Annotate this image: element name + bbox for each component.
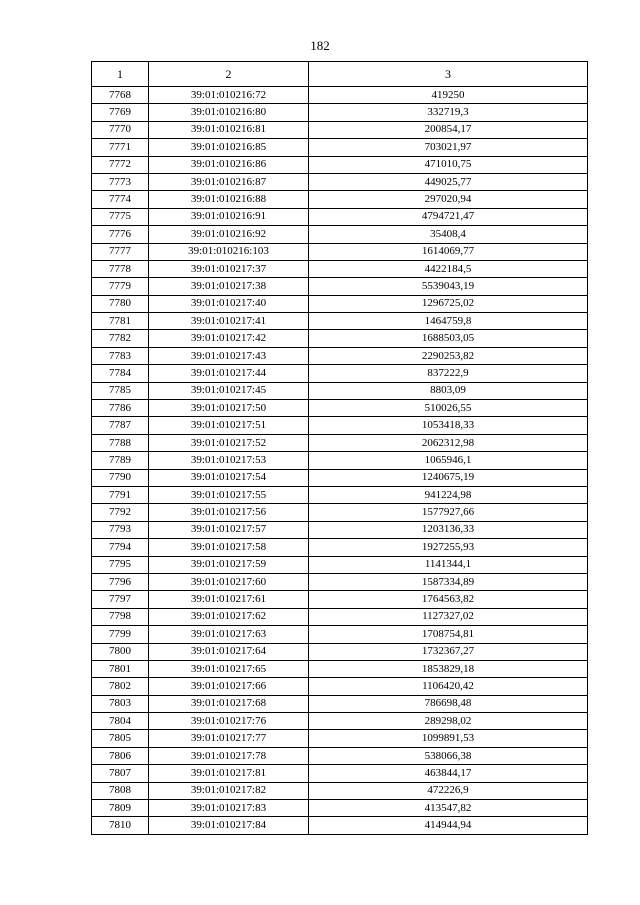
cadastral-value-cell: 1927255,93 <box>309 539 588 556</box>
row-number-cell: 7778 <box>92 260 149 277</box>
cadastral-value-cell: 35408,4 <box>309 226 588 243</box>
cadastral-value-cell: 1053418,33 <box>309 417 588 434</box>
cadastral-value-cell: 472226,9 <box>309 782 588 799</box>
cadastral-number-cell: 39:01:010217:51 <box>149 417 309 434</box>
row-number-cell: 7777 <box>92 243 149 260</box>
table-row <box>92 521 588 538</box>
table-row <box>92 452 588 469</box>
row-number-cell: 7780 <box>92 295 149 312</box>
cadastral-value-cell: 510026,55 <box>309 400 588 417</box>
cadastral-number-cell: 39:01:010216:85 <box>149 139 309 156</box>
table-row <box>92 573 588 590</box>
row-number-cell: 7786 <box>92 400 149 417</box>
table-row <box>92 730 588 747</box>
row-number-cell: 7770 <box>92 121 149 138</box>
table-row <box>92 139 588 156</box>
row-number-cell: 7779 <box>92 278 149 295</box>
table-row <box>92 678 588 695</box>
table-row <box>92 556 588 573</box>
cadastral-value-cell: 4794721,47 <box>309 208 588 225</box>
cadastral-value-cell: 2290253,82 <box>309 347 588 364</box>
cadastral-value-cell: 289298,02 <box>309 713 588 730</box>
table-row <box>92 173 588 190</box>
table-row <box>92 87 588 104</box>
row-number-cell: 7787 <box>92 417 149 434</box>
table-row <box>92 713 588 730</box>
table-row <box>92 660 588 677</box>
cadastral-number-cell: 39:01:010217:53 <box>149 452 309 469</box>
row-number-cell: 7783 <box>92 347 149 364</box>
table-row <box>92 417 588 434</box>
table-row <box>92 608 588 625</box>
row-number-cell: 7772 <box>92 156 149 173</box>
cadastral-number-cell: 39:01:010217:54 <box>149 469 309 486</box>
row-number-cell: 7805 <box>92 730 149 747</box>
row-number-cell: 7785 <box>92 382 149 399</box>
row-number-cell: 7792 <box>92 504 149 521</box>
header-row <box>92 62 588 87</box>
header-col-1: 1 <box>92 62 149 87</box>
row-number-cell: 7791 <box>92 486 149 503</box>
table-body <box>92 87 588 835</box>
table-row <box>92 313 588 330</box>
cadastral-number-cell: 39:01:010217:52 <box>149 434 309 451</box>
cadastral-number-cell: 39:01:010217:61 <box>149 591 309 608</box>
row-number-cell: 7799 <box>92 626 149 643</box>
cadastral-number-cell: 39:01:010217:37 <box>149 260 309 277</box>
cadastral-number-cell: 39:01:010217:43 <box>149 347 309 364</box>
table-row <box>92 469 588 486</box>
table-row <box>92 626 588 643</box>
cadastral-number-cell: 39:01:010216:91 <box>149 208 309 225</box>
cadastral-value-table <box>91 61 588 835</box>
page-number: 182 <box>310 38 330 53</box>
cadastral-value-cell: 538066,38 <box>309 747 588 764</box>
row-number-cell: 7768 <box>92 87 149 104</box>
cadastral-value-cell: 1099891,53 <box>309 730 588 747</box>
cadastral-number-cell: 39:01:010217:81 <box>149 765 309 782</box>
cadastral-number-cell: 39:01:010217:57 <box>149 521 309 538</box>
cadastral-number-cell: 39:01:010217:56 <box>149 504 309 521</box>
cadastral-number-cell: 39:01:010217:50 <box>149 400 309 417</box>
table-row <box>92 486 588 503</box>
cadastral-number-cell: 39:01:010217:78 <box>149 747 309 764</box>
table-row <box>92 156 588 173</box>
cadastral-number-cell: 39:01:010216:81 <box>149 121 309 138</box>
table-row <box>92 800 588 817</box>
row-number-cell: 7776 <box>92 226 149 243</box>
table-row <box>92 504 588 521</box>
cadastral-number-cell: 39:01:010217:58 <box>149 539 309 556</box>
cadastral-value-cell: 449025,77 <box>309 173 588 190</box>
cadastral-number-cell: 39:01:010217:60 <box>149 573 309 590</box>
table-row <box>92 243 588 260</box>
cadastral-number-cell: 39:01:010217:84 <box>149 817 309 834</box>
cadastral-value-cell: 1296725,02 <box>309 295 588 312</box>
cadastral-number-cell: 39:01:010217:55 <box>149 486 309 503</box>
table-row <box>92 104 588 121</box>
table-header <box>92 62 588 87</box>
row-number-cell: 7788 <box>92 434 149 451</box>
cadastral-value-cell: 297020,94 <box>309 191 588 208</box>
cadastral-value-cell: 1764563,82 <box>309 591 588 608</box>
table-row <box>92 121 588 138</box>
row-number-cell: 7782 <box>92 330 149 347</box>
row-number-cell: 7769 <box>92 104 149 121</box>
cadastral-value-cell: 200854,17 <box>309 121 588 138</box>
row-number-cell: 7794 <box>92 539 149 556</box>
row-number-cell: 7807 <box>92 765 149 782</box>
cadastral-value-cell: 4422184,5 <box>309 260 588 277</box>
cadastral-value-cell: 1708754,81 <box>309 626 588 643</box>
cadastral-value-cell: 1853829,18 <box>309 660 588 677</box>
table-row <box>92 260 588 277</box>
cadastral-number-cell: 39:01:010217:41 <box>149 313 309 330</box>
cadastral-value-cell: 414944,94 <box>309 817 588 834</box>
cadastral-value-cell: 1464759,8 <box>309 313 588 330</box>
cadastral-value-cell: 1732367,27 <box>309 643 588 660</box>
table-row <box>92 643 588 660</box>
table-row <box>92 434 588 451</box>
cadastral-value-cell: 1065946,1 <box>309 452 588 469</box>
row-number-cell: 7798 <box>92 608 149 625</box>
table-row <box>92 382 588 399</box>
row-number-cell: 7810 <box>92 817 149 834</box>
cadastral-value-cell: 1203136,33 <box>309 521 588 538</box>
row-number-cell: 7809 <box>92 800 149 817</box>
cadastral-number-cell: 39:01:010217:68 <box>149 695 309 712</box>
cadastral-value-cell: 5539043,19 <box>309 278 588 295</box>
cadastral-value-cell: 1106420,42 <box>309 678 588 695</box>
table-row <box>92 539 588 556</box>
cadastral-value-cell: 1127327,02 <box>309 608 588 625</box>
cadastral-number-cell: 39:01:010216:88 <box>149 191 309 208</box>
cadastral-number-cell: 39:01:010217:64 <box>149 643 309 660</box>
row-number-cell: 7804 <box>92 713 149 730</box>
row-number-cell: 7789 <box>92 452 149 469</box>
table-row <box>92 295 588 312</box>
cadastral-number-cell: 39:01:010217:76 <box>149 713 309 730</box>
row-number-cell: 7784 <box>92 365 149 382</box>
table-row <box>92 817 588 834</box>
row-number-cell: 7790 <box>92 469 149 486</box>
cadastral-value-cell: 413547,82 <box>309 800 588 817</box>
row-number-cell: 7773 <box>92 173 149 190</box>
cadastral-number-cell: 39:01:010217:65 <box>149 660 309 677</box>
row-number-cell: 7771 <box>92 139 149 156</box>
table-row <box>92 747 588 764</box>
cadastral-number-cell: 39:01:010216:103 <box>149 243 309 260</box>
cadastral-number-cell: 39:01:010217:38 <box>149 278 309 295</box>
cadastral-value-cell: 1577927,66 <box>309 504 588 521</box>
cadastral-value-cell: 2062312,98 <box>309 434 588 451</box>
cadastral-value-cell: 1240675,19 <box>309 469 588 486</box>
table-row <box>92 278 588 295</box>
cadastral-value-cell: 1688503,05 <box>309 330 588 347</box>
cadastral-value-cell: 332719,3 <box>309 104 588 121</box>
row-number-cell: 7800 <box>92 643 149 660</box>
header-col-3: 3 <box>309 62 588 87</box>
cadastral-number-cell: 39:01:010217:82 <box>149 782 309 799</box>
table-row <box>92 365 588 382</box>
cadastral-number-cell: 39:01:010217:62 <box>149 608 309 625</box>
row-number-cell: 7797 <box>92 591 149 608</box>
row-number-cell: 7801 <box>92 660 149 677</box>
cadastral-number-cell: 39:01:010217:66 <box>149 678 309 695</box>
row-number-cell: 7774 <box>92 191 149 208</box>
table-row <box>92 347 588 364</box>
table-row <box>92 208 588 225</box>
cadastral-number-cell: 39:01:010217:59 <box>149 556 309 573</box>
cadastral-number-cell: 39:01:010216:92 <box>149 226 309 243</box>
cadastral-value-cell: 1587334,89 <box>309 573 588 590</box>
cadastral-value-cell: 941224,98 <box>309 486 588 503</box>
cadastral-number-cell: 39:01:010217:40 <box>149 295 309 312</box>
cadastral-value-cell: 419250 <box>309 87 588 104</box>
table-row <box>92 330 588 347</box>
cadastral-number-cell: 39:01:010216:87 <box>149 173 309 190</box>
row-number-cell: 7802 <box>92 678 149 695</box>
row-number-cell: 7793 <box>92 521 149 538</box>
table-row <box>92 400 588 417</box>
row-number-cell: 7806 <box>92 747 149 764</box>
cadastral-value-cell: 703021,97 <box>309 139 588 156</box>
cadastral-number-cell: 39:01:010217:45 <box>149 382 309 399</box>
row-number-cell: 7808 <box>92 782 149 799</box>
row-number-cell: 7775 <box>92 208 149 225</box>
cadastral-value-cell: 471010,75 <box>309 156 588 173</box>
cadastral-number-cell: 39:01:010216:72 <box>149 87 309 104</box>
row-number-cell: 7803 <box>92 695 149 712</box>
cadastral-value-cell: 1141344,1 <box>309 556 588 573</box>
table-row <box>92 695 588 712</box>
table-row <box>92 782 588 799</box>
cadastral-number-cell: 39:01:010216:86 <box>149 156 309 173</box>
row-number-cell: 7781 <box>92 313 149 330</box>
table-row <box>92 226 588 243</box>
cadastral-number-cell: 39:01:010217:63 <box>149 626 309 643</box>
cadastral-value-cell: 8803,09 <box>309 382 588 399</box>
table-row <box>92 765 588 782</box>
cadastral-number-cell: 39:01:010217:83 <box>149 800 309 817</box>
cadastral-value-cell: 837222,9 <box>309 365 588 382</box>
header-col-2: 2 <box>149 62 309 87</box>
cadastral-number-cell: 39:01:010217:42 <box>149 330 309 347</box>
table-row <box>92 591 588 608</box>
cadastral-value-cell: 1614069,77 <box>309 243 588 260</box>
cadastral-number-cell: 39:01:010217:44 <box>149 365 309 382</box>
row-number-cell: 7795 <box>92 556 149 573</box>
cadastral-value-cell: 463844,17 <box>309 765 588 782</box>
cadastral-value-cell: 786698,48 <box>309 695 588 712</box>
cadastral-number-cell: 39:01:010217:77 <box>149 730 309 747</box>
table-row <box>92 191 588 208</box>
row-number-cell: 7796 <box>92 573 149 590</box>
cadastral-number-cell: 39:01:010216:80 <box>149 104 309 121</box>
